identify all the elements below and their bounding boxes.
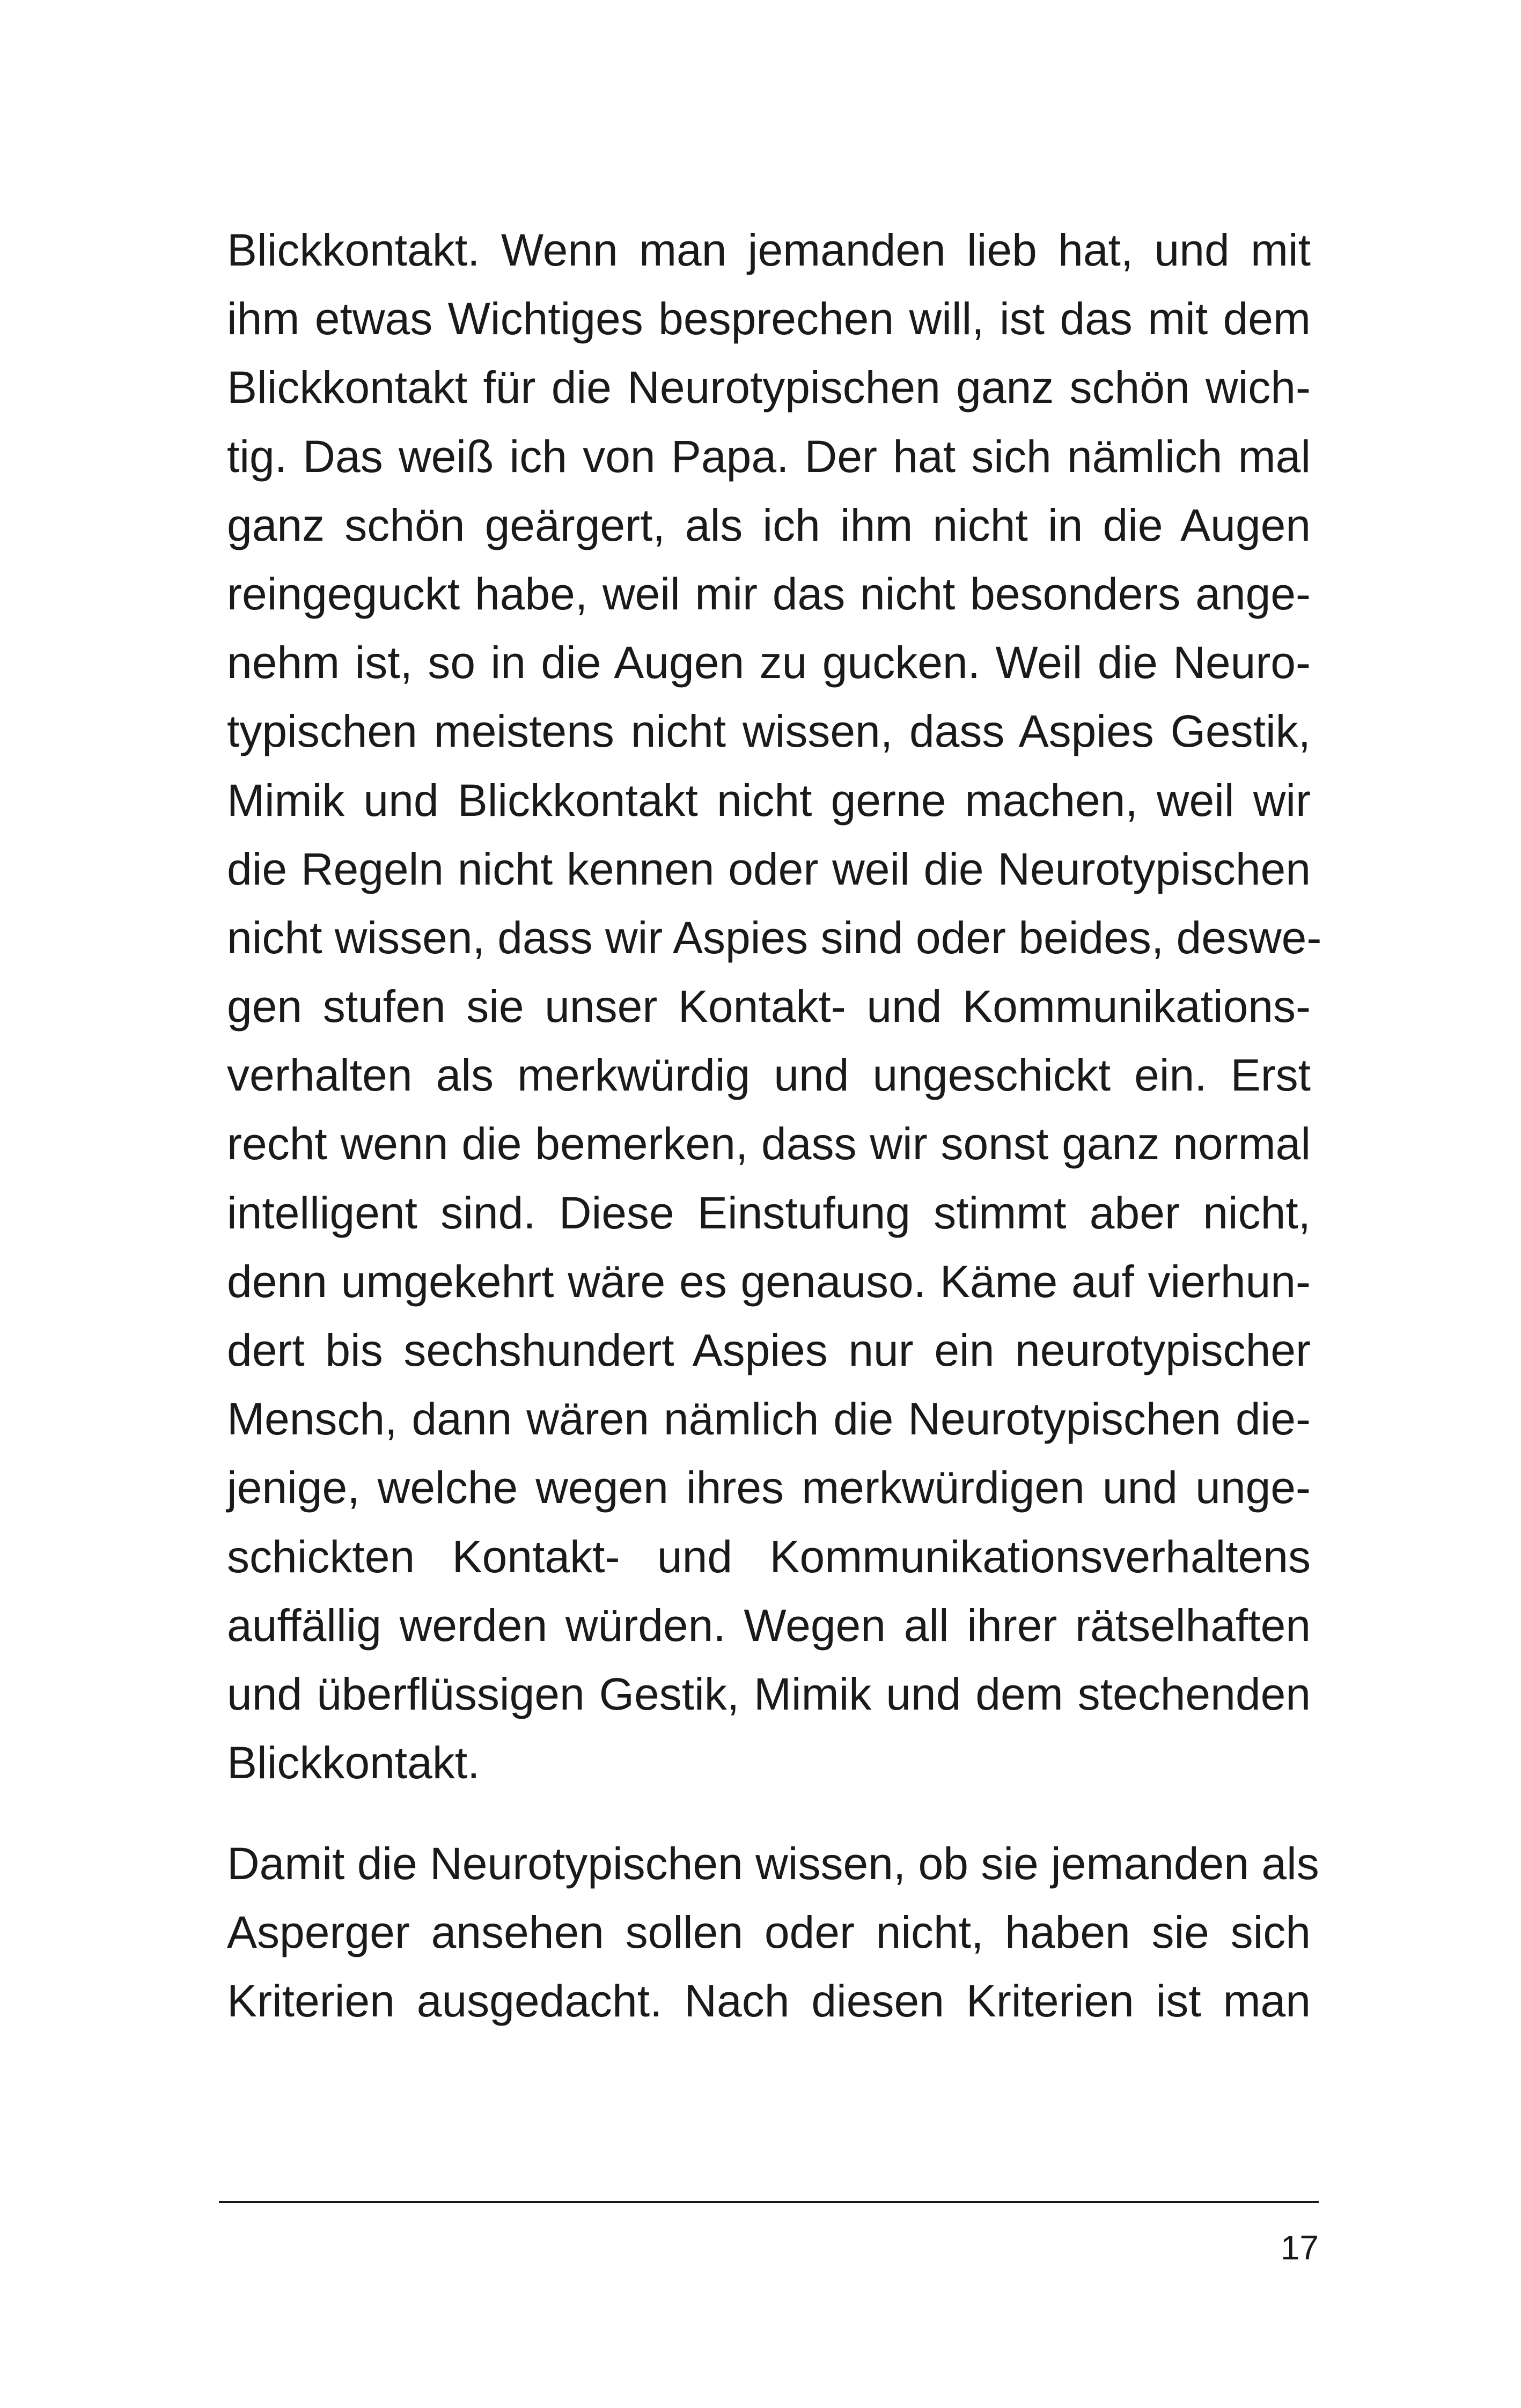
text-line: intelligent sind. Diese Einstufung stimmt aber nicht, bbox=[227, 1187, 1311, 1238]
text-line: ihm etwas Wichtiges besprechen will, ist das mit dem bbox=[227, 293, 1311, 344]
page-number: 17 bbox=[1280, 2228, 1319, 2267]
text-line: Blickkontakt. bbox=[227, 1737, 480, 1788]
text-line: denn umgekehrt wäre es genauso. Käme auf vierhun- bbox=[227, 1256, 1311, 1307]
text-line: recht wenn die bemerken, dass wir sonst ganz normal bbox=[227, 1118, 1311, 1169]
text-line: Blickkontakt für die Neurotypischen ganz schön wich- bbox=[227, 362, 1311, 413]
text-line: Damit die Neurotypischen wissen, ob sie jemanden als bbox=[227, 1838, 1319, 1889]
text-line: reingeguckt habe, weil mir das nicht besonders ange- bbox=[227, 568, 1311, 619]
text-line: typischen meistens nicht wissen, dass Aspies Gestik, bbox=[227, 706, 1311, 757]
text-line: Asperger ansehen sollen oder nicht, haben sie sich bbox=[227, 1907, 1311, 1958]
text-line: auffällig werden würden. Wegen all ihrer rätselhaften bbox=[227, 1600, 1311, 1651]
text-line: nehm ist, so in die Augen zu gucken. Weil die Neuro- bbox=[227, 637, 1311, 688]
text-line: Mensch, dann wären nämlich die Neurotypischen die- bbox=[227, 1394, 1311, 1445]
text-line: schickten Kontakt- und Kommunikationsverhaltens bbox=[227, 1531, 1311, 1582]
text-line: Blickkontakt. Wenn man jemanden lieb hat, und mit bbox=[227, 225, 1311, 275]
text-line: ganz schön geärgert, als ich ihm nicht in die Augen bbox=[227, 499, 1311, 550]
text-line: Kriterien ausgedacht. Nach diesen Kriterien ist man bbox=[227, 1976, 1311, 2027]
text-line: Mimik und Blickkontakt nicht gerne machen, weil wir bbox=[227, 775, 1311, 826]
text-line: und überflüssigen Gestik, Mimik und dem stechenden bbox=[227, 1668, 1311, 1719]
paragraph-2 bbox=[227, 1829, 1319, 2036]
text-line: tig. Das weiß ich von Papa. Der hat sich nämlich mal bbox=[227, 431, 1311, 482]
text-line: gen stufen sie unser Kontakt- und Kommunikations- bbox=[227, 981, 1311, 1032]
footer-divider bbox=[219, 2201, 1319, 2203]
text-line: verhalten als merkwürdig und ungeschickt ein. Erst bbox=[227, 1050, 1311, 1101]
text-line: die Regeln nicht kennen oder weil die Neurotypischen bbox=[227, 843, 1311, 894]
text-line: dert bis sechshundert Aspies nur ein neurotypischer bbox=[227, 1325, 1311, 1375]
text-line: nicht wissen, dass wir Aspies sind oder beides, deswe- bbox=[227, 912, 1322, 963]
paragraph-1 bbox=[227, 216, 1322, 1797]
text-line: jenige, welche wegen ihres merkwürdigen und unge- bbox=[227, 1462, 1311, 1513]
